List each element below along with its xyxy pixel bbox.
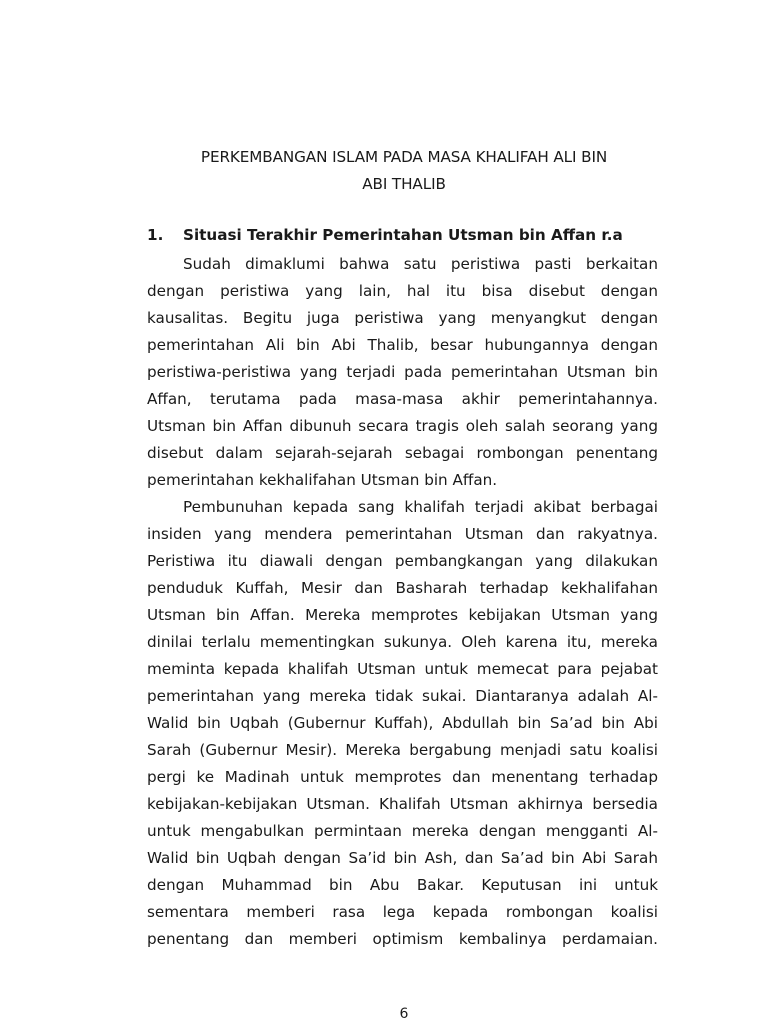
text-line: insiden yang mendera pemerintahan Utsman dan rakyatnya.	[147, 525, 658, 543]
text-line: pemerintahan kekhalifahan Utsman bin Affan.	[147, 471, 498, 489]
text-line: untuk mengabulkan permintaan mereka dengan mengganti Al-	[147, 822, 658, 840]
text-line: Utsman bin Affan. Mereka memprotes kebijakan Utsman yang	[147, 606, 658, 624]
text-line: meminta kepada khalifah Utsman untuk memecat para pejabat	[147, 660, 658, 678]
text-line: Utsman bin Affan dibunuh secara tragis oleh salah seorang yang	[147, 417, 658, 435]
text-line: Sarah (Gubernur Mesir). Mereka bergabung menjadi satu koalisi	[147, 741, 658, 759]
text-line: disebut dalam sejarah-sejarah sebagai rombongan penentang	[147, 444, 658, 462]
text-line: dinilai terlalu mementingkan sukunya. Oleh karena itu, mereka	[147, 633, 658, 651]
text-line: Walid bin Uqbah (Gubernur Kuffah), Abdullah bin Sa’ad bin Abi	[147, 714, 658, 732]
text-line: sementara memberi rasa lega kepada rombongan koalisi	[147, 903, 658, 921]
text-line: Walid bin Uqbah dengan Sa’id bin Ash, dan Sa’ad bin Abi Sarah	[147, 849, 658, 867]
section-heading	[147, 226, 667, 244]
text-line: dengan Muhammad bin Abu Bakar. Keputusan ini untuk	[147, 876, 658, 894]
text-line: Pembunuhan kepada sang khalifah terjadi akibat berbagai	[183, 498, 658, 516]
text-line: kebijakan-kebijakan Utsman. Khalifah Utsman akhirnya bersedia	[147, 795, 658, 813]
text-line: Peristiwa itu diawali dengan pembangkangan yang dilakukan	[147, 552, 658, 570]
text-line: dengan peristiwa yang lain, hal itu bisa disebut dengan	[147, 282, 658, 300]
text-line: peristiwa-peristiwa yang terjadi pada pemerintahan Utsman bin	[147, 363, 658, 381]
text-line: Affan, terutama pada masa-masa akhir pemerintahannya.	[147, 390, 658, 408]
text-line: pemerintahan yang mereka tidak sukai. Diantaranya adalah Al-	[147, 687, 658, 705]
document-title-line-1: PERKEMBANGAN ISLAM PADA MASA KHALIFAH ALI BIN	[200, 148, 608, 166]
section-number: 1.	[147, 226, 164, 244]
page-number: 6	[399, 1006, 409, 1022]
text-line: pergi ke Madinah untuk memprotes dan menentang terhadap	[147, 768, 658, 786]
text-line: Sudah dimaklumi bahwa satu peristiwa pasti berkaitan	[183, 255, 658, 273]
document-title-line-2: ABI THALIB	[362, 175, 446, 193]
section-heading-text: Situasi Terakhir Pemerintahan Utsman bin Affan r.a	[183, 226, 623, 244]
text-line: penduduk Kuffah, Mesir dan Basharah terhadap kekhalifahan	[147, 579, 658, 597]
text-line: penentang dan memberi optimism kembalinya perdamaian.	[147, 930, 658, 948]
text-line: pemerintahan Ali bin Abi Thalib, besar hubungannya dengan	[147, 336, 658, 354]
text-line: kausalitas. Begitu juga peristiwa yang menyangkut dengan	[147, 309, 658, 327]
